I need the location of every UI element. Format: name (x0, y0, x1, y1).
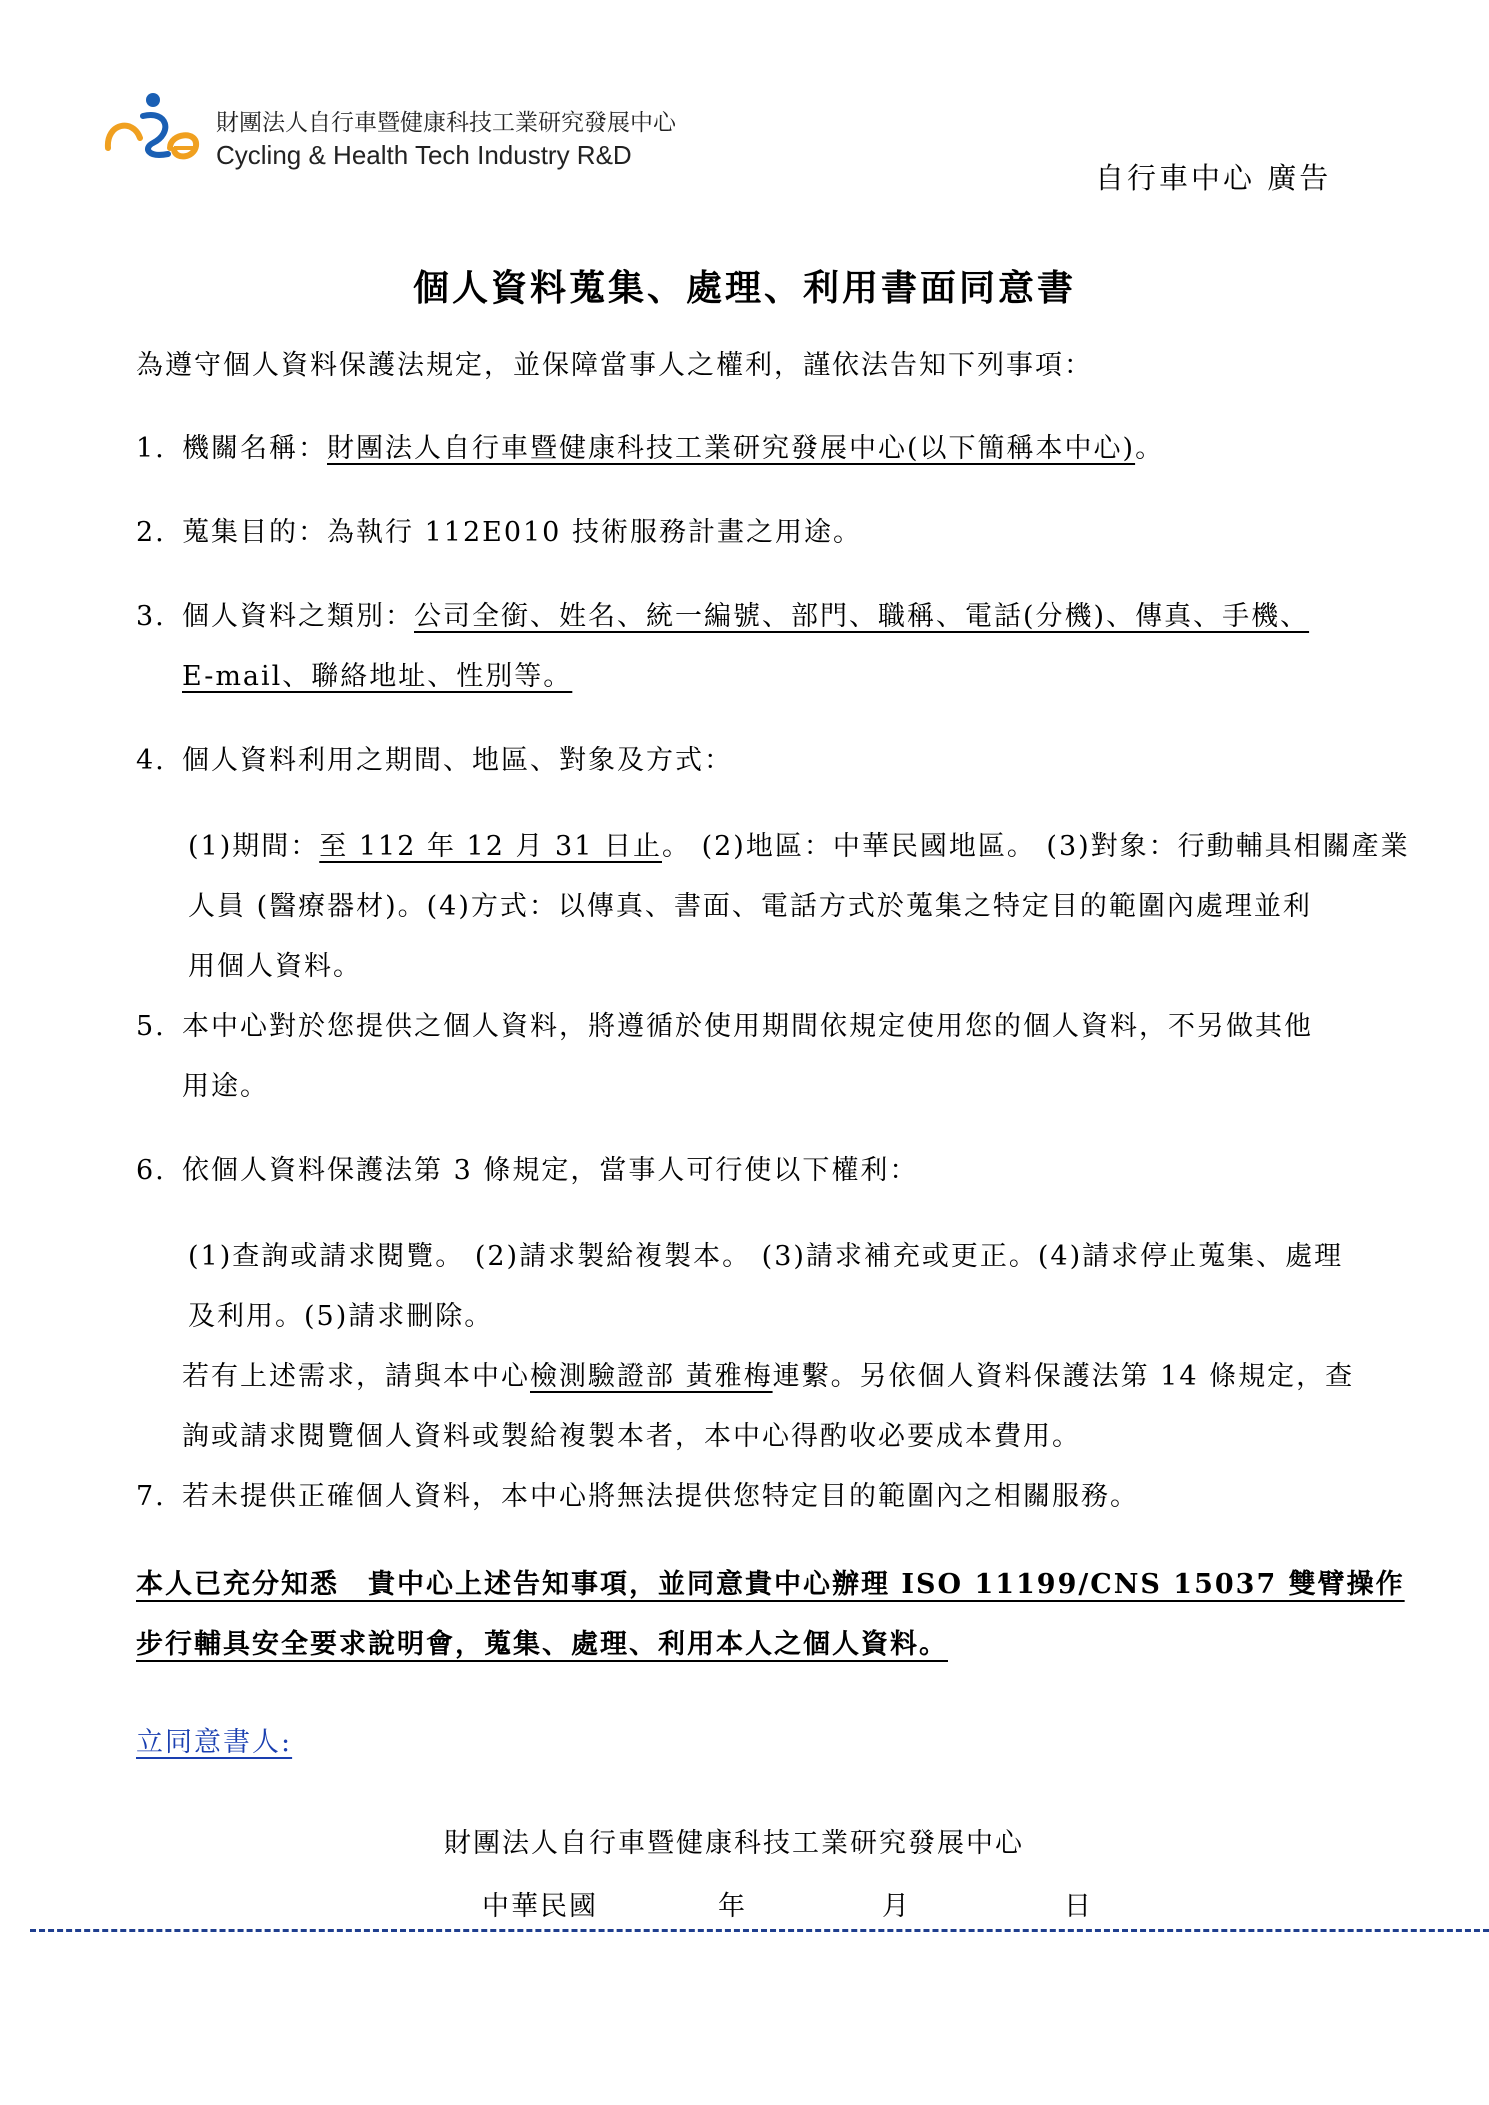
item-6-note-2: 詢或請求閱覽個人資料或製給複製本者，本中心得酌收必要成本費用。 (182, 1421, 1081, 1452)
item-6-sub-2: 及利用。(5)請求刪除。 (188, 1301, 494, 1332)
signer-label: 立同意書人: (136, 1727, 293, 1758)
corner-note: 自行車中心 廣告 (1095, 161, 1332, 195)
item-3-value-1: 公司全銜、姓名、統一編號、部門、職稱、電話(分機)、傳真、手機、 (414, 601, 1310, 632)
item-1-label: 機關名稱： (182, 433, 327, 464)
contact-person: 檢測驗證部 黃雅梅 (530, 1361, 773, 1392)
footer-day: 日 (1064, 1891, 1093, 1922)
item-6-sub-1: (1)查詢或請求閱覽。 (2)請求製給複製本。 (3)請求補充或更正。(4)請求停止蒐集、處理 (188, 1241, 1344, 1272)
item-7-number: 7. (136, 1481, 166, 1512)
item-5-line-2: 用途。 (182, 1071, 269, 1102)
consent-text-2: 步行輔具安全要求說明會，蒐集、處理、利用本人之個人資料。 (136, 1629, 948, 1660)
item-3 (182, 600, 1309, 634)
item-2-text: 蒐集目的：為執行 112E010 技術服務計畫之用途。 (182, 517, 862, 548)
intro-text: 為遵守個人資料保護法規定，並保障當事人之權利，謹依法告知下列事項： (136, 350, 1093, 381)
che-logo (98, 88, 208, 168)
item-3-line-2 (182, 660, 572, 694)
item-4-period-label: (1)期間： (188, 831, 320, 862)
item-4-period-value: 至 112 年 12 月 31 日止 (319, 831, 662, 862)
item-2-number: 2. (136, 517, 166, 548)
item-6-note-1-c: 連繫。另依個人資料保護法第 14 條規定，查 (772, 1361, 1355, 1392)
cut-line (30, 1929, 1489, 1932)
consent-text-1: 本人已充分知悉 貴中心上述告知事項，並同意貴中心辦理 ISO 11199/CNS 15037 雙臂操作 (136, 1569, 1405, 1600)
org-name-zh: 財團法人自行車暨健康科技工業研究發展中心 (216, 110, 676, 136)
org-name-en: Cycling & Health Tech Industry R&D (216, 140, 632, 170)
item-6-note-1 (182, 1360, 1354, 1394)
item-6-note-1-a: 若有上述需求，請與本中心 (182, 1361, 530, 1392)
item-1-value: 財團法人自行車暨健康科技工業研究發展中心(以下簡稱本中心) (327, 433, 1136, 464)
signer-line (136, 1726, 292, 1760)
footer-org: 財團法人自行車暨健康科技工業研究發展中心 (444, 1828, 1024, 1859)
footer-month: 月 (882, 1891, 911, 1922)
item-4-sub-2: 人員 (醫療器材)。(4)方式：以傳真、書面、電話方式於蒐集之特定目的範圍內處理並利 (188, 891, 1312, 922)
item-5-number: 5. (136, 1011, 166, 1042)
footer-era: 中華民國 (482, 1891, 598, 1922)
item-1 (182, 432, 1164, 466)
item-6-number: 6. (136, 1155, 166, 1186)
item-4-sub-3: 用個人資料。 (188, 951, 362, 982)
item-3-value-2: E-mail、聯絡地址、性別等。 (182, 661, 573, 692)
item-1-number: 1. (136, 433, 166, 464)
item-6-text: 依個人資料保護法第 3 條規定，當事人可行使以下權利： (182, 1155, 919, 1186)
footer-year: 年 (718, 1891, 747, 1922)
document-title: 個人資料蒐集、處理、利用書面同意書 (412, 267, 1076, 309)
item-4-text: 個人資料利用之期間、地區、對象及方式： (182, 745, 733, 776)
item-7-text: 若未提供正確個人資料，本中心將無法提供您特定目的範圍內之相關服務。 (182, 1481, 1139, 1512)
item-5-line-1: 本中心對於您提供之個人資料，將遵循於使用期間依規定使用您的個人資料，不另做其他 (182, 1011, 1313, 1042)
item-3-label: 個人資料之類別： (182, 601, 414, 632)
consent-line-2 (136, 1628, 948, 1662)
item-3-number: 3. (136, 601, 166, 632)
item-4-sub-1 (188, 830, 1410, 864)
consent-line-1 (136, 1568, 1405, 1602)
item-1-end: 。 (1135, 433, 1165, 464)
item-4-number: 4. (136, 745, 166, 776)
item-4-sub-1-rest: 。 (2)地區：中華民國地區。 (3)對象：行動輔具相關產業 (662, 831, 1410, 862)
